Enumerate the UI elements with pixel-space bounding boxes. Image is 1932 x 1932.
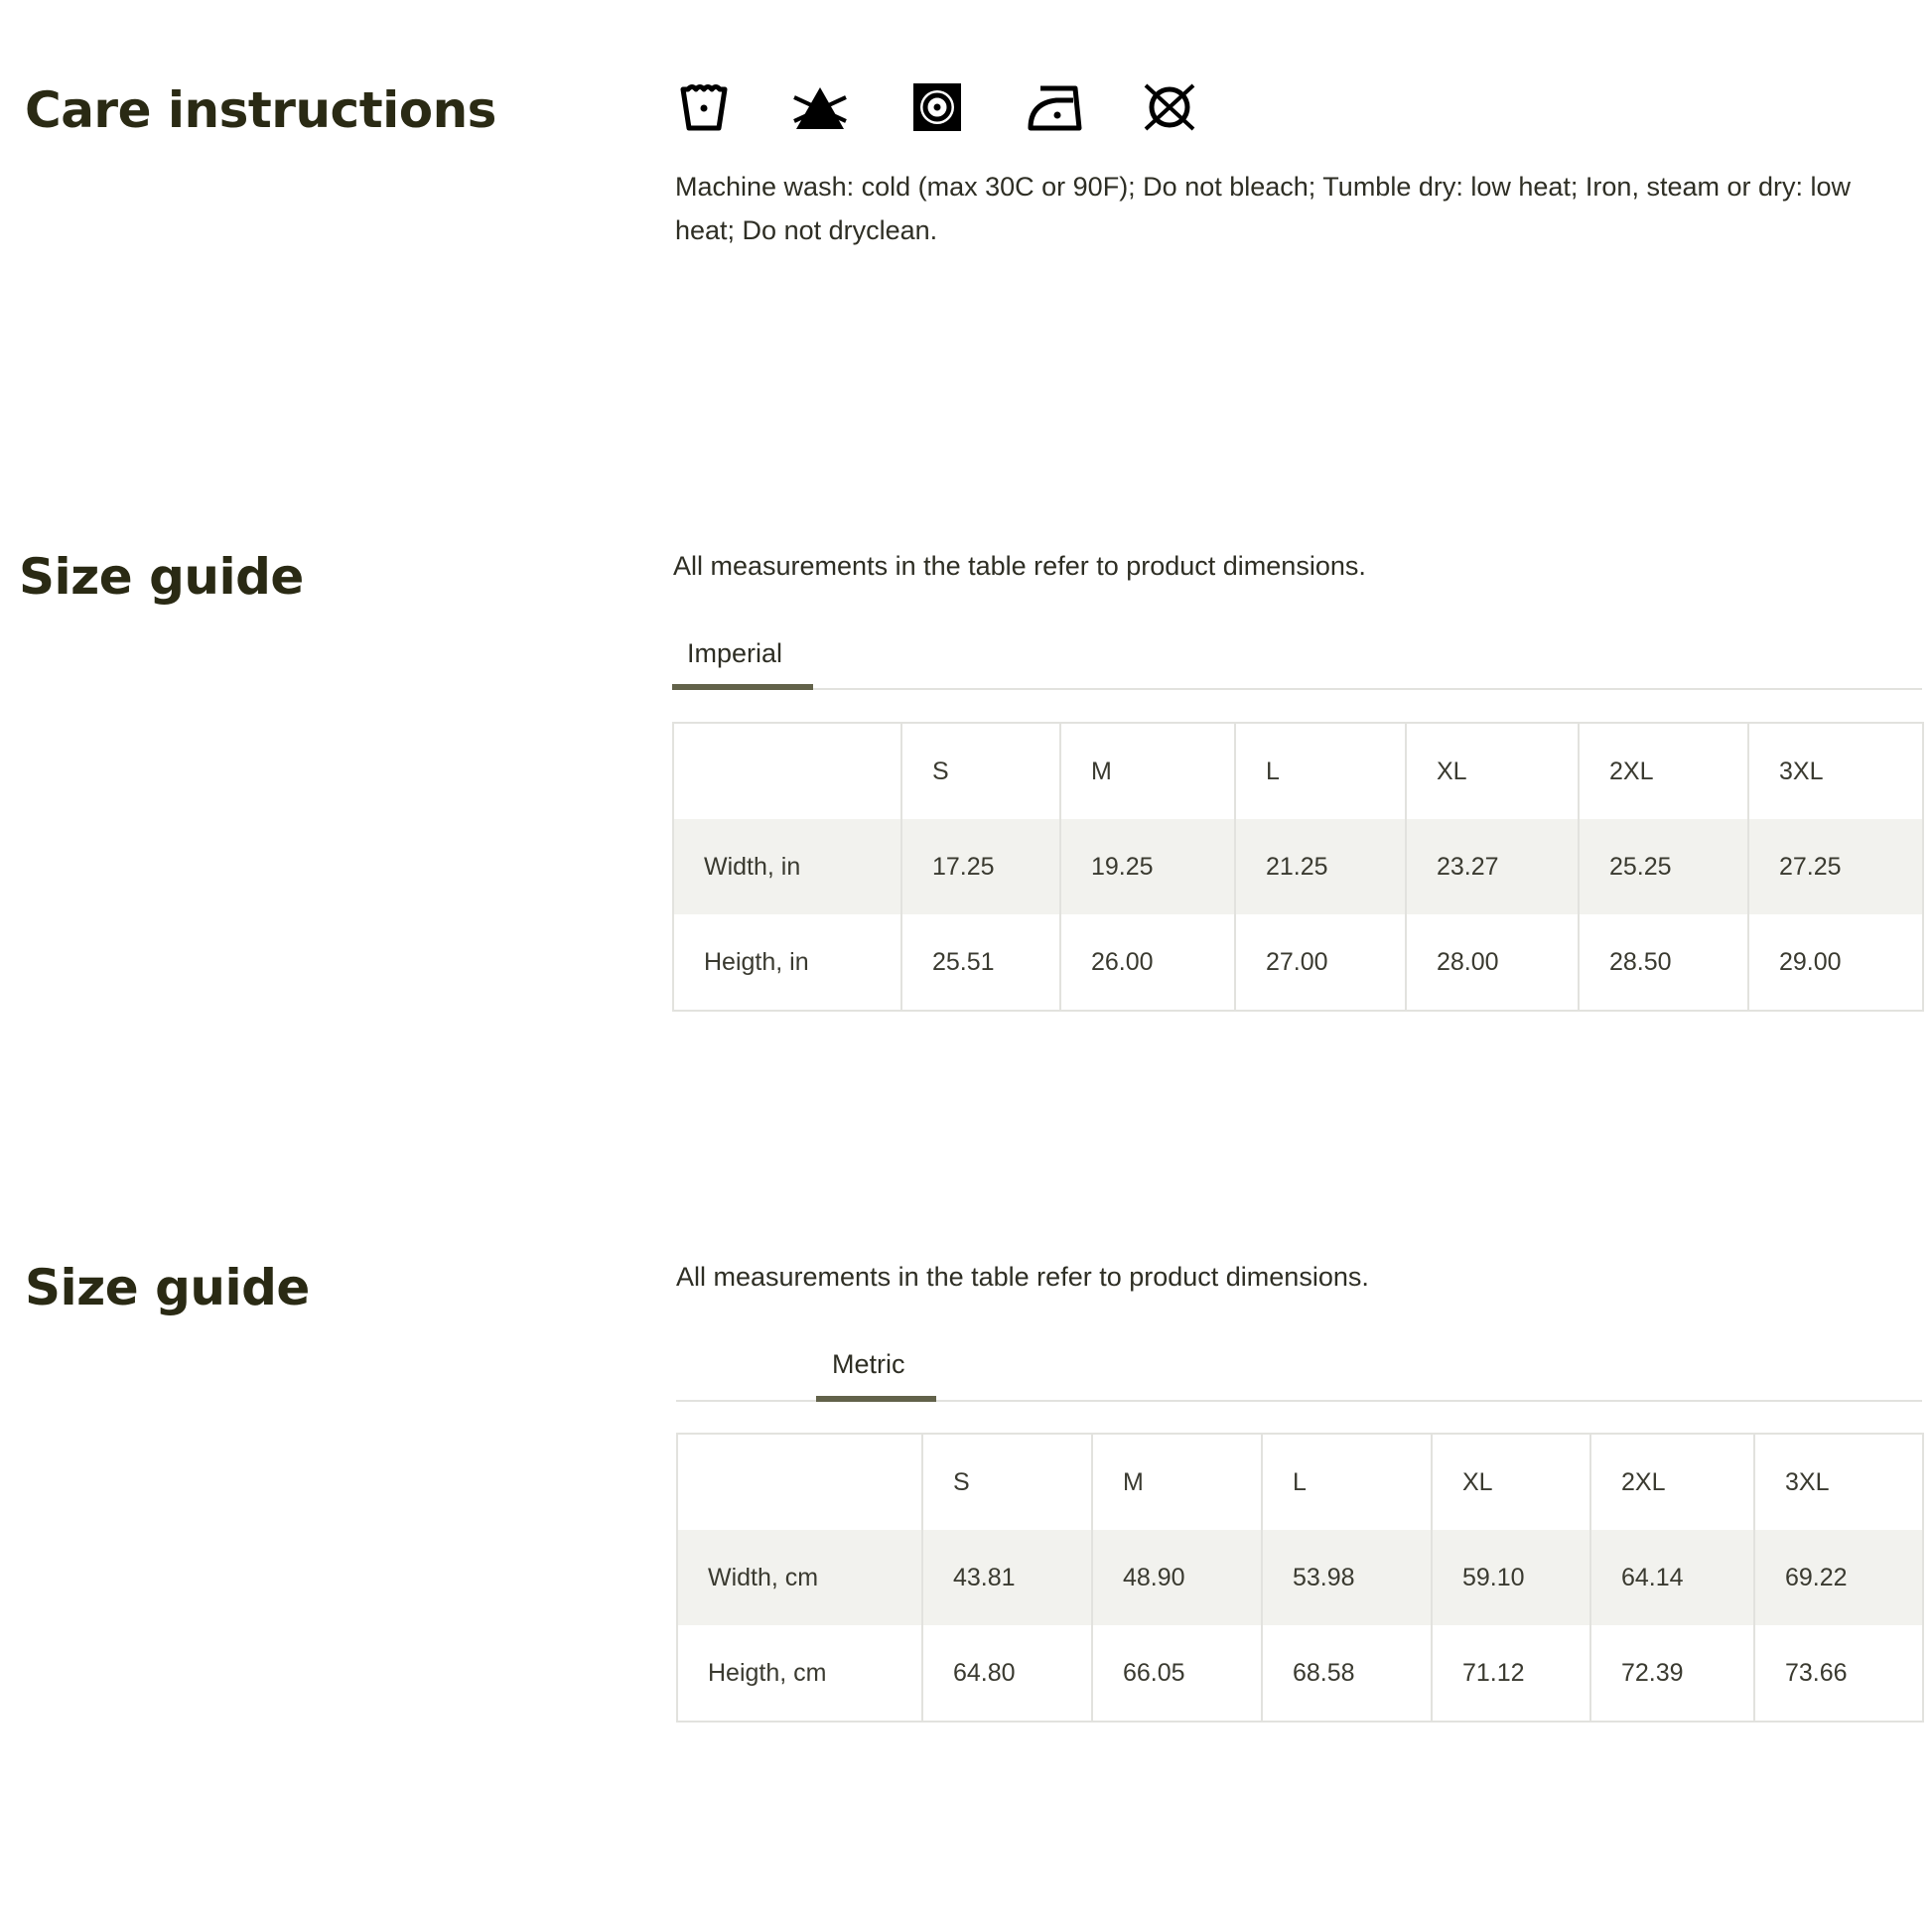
row-label: Width, in: [673, 819, 901, 914]
machine-wash-cold-icon: [678, 81, 730, 133]
table-cell: 69.22: [1754, 1530, 1923, 1625]
table-header-cell: XL: [1432, 1434, 1590, 1530]
table-cell: 29.00: [1748, 914, 1923, 1011]
tab-imperial[interactable]: Imperial: [687, 638, 783, 668]
table-cell: 43.81: [922, 1530, 1092, 1625]
care-instructions-text: Machine wash: cold (max 30C or 90F); Do not bleach; Tumble dry: low heat; Iron, steam or dry: low heat; Do not dryclean.: [675, 172, 1852, 245]
iron-low-heat-icon: [1027, 83, 1082, 131]
table-cell: 25.51: [901, 914, 1060, 1011]
row-label: Heigth, in: [704, 947, 809, 976]
table-header-cell: S: [922, 1434, 1092, 1530]
table-cell: 72.39: [1590, 1625, 1754, 1722]
table-cell: 28.50: [1579, 914, 1748, 1011]
table-cell: 64.14: [1590, 1530, 1754, 1625]
table-header-cell: XL: [1406, 723, 1579, 819]
table-cell: 23.27: [1406, 819, 1579, 914]
table-row: [673, 914, 1923, 1011]
table-header-cell: M: [1092, 1434, 1262, 1530]
size-guide-intro: All measurements in the table refer to product dimensions.: [673, 551, 1366, 581]
do-not-dryclean-icon: [1142, 81, 1197, 133]
table-cell: 71.12: [1432, 1625, 1590, 1722]
table-header-cell: L: [1235, 723, 1406, 819]
row-label: Width, cm: [677, 1530, 922, 1625]
size-guide-title: Size guide: [19, 548, 304, 606]
table-cell: 25.25: [1579, 819, 1748, 914]
table-row: [677, 1530, 1923, 1625]
table-cell: 21.25: [1235, 819, 1406, 914]
table-header-cell: 3XL: [1754, 1434, 1923, 1530]
table-cell: 68.58: [1262, 1625, 1432, 1722]
size-table-imperial: [672, 722, 1924, 1012]
table-cell: 27.00: [1235, 914, 1406, 1011]
do-not-bleach-icon: [790, 81, 850, 133]
table-cell: 53.98: [1262, 1530, 1432, 1625]
tab-bar-divider: [672, 688, 1922, 690]
table-cell: 64.80: [922, 1625, 1092, 1722]
table-header-row: [673, 723, 1923, 819]
table-cell: 27.25: [1748, 819, 1923, 914]
table-row: [677, 1625, 1923, 1722]
table-cell: 28.00: [1406, 914, 1579, 1011]
size-guide-intro: All measurements in the table refer to product dimensions.: [676, 1262, 1369, 1292]
table-header-cell: 2XL: [1579, 723, 1748, 819]
tab-active-indicator: [816, 1396, 936, 1402]
table-cell: 59.10: [1432, 1530, 1590, 1625]
table-cell: 48.90: [1092, 1530, 1262, 1625]
table-header-row: [677, 1434, 1923, 1530]
table-cell: 19.25: [1060, 819, 1235, 914]
table-header-cell: 2XL: [1590, 1434, 1754, 1530]
table-cell: 26.00: [1060, 914, 1235, 1011]
table-cell: 66.05: [1092, 1625, 1262, 1722]
row-label: Heigth, cm: [708, 1658, 827, 1687]
table-header-cell: L: [1262, 1434, 1432, 1530]
size-table-metric: [676, 1433, 1924, 1723]
tumble-dry-low-icon: [913, 83, 961, 131]
table-header-cell: M: [1060, 723, 1235, 819]
care-instructions-title: Care instructions: [25, 81, 496, 139]
size-guide-title: Size guide: [25, 1259, 310, 1316]
table-header-cell: [677, 1434, 922, 1530]
table-cell: 73.66: [1754, 1625, 1923, 1722]
table-header-cell: S: [901, 723, 1060, 819]
table-header-cell: [673, 723, 901, 819]
table-cell: 17.25: [901, 819, 1060, 914]
table-row: [673, 819, 1923, 914]
tab-metric[interactable]: Metric: [832, 1349, 905, 1379]
table-header-cell: 3XL: [1748, 723, 1923, 819]
tab-active-indicator: [672, 684, 813, 690]
